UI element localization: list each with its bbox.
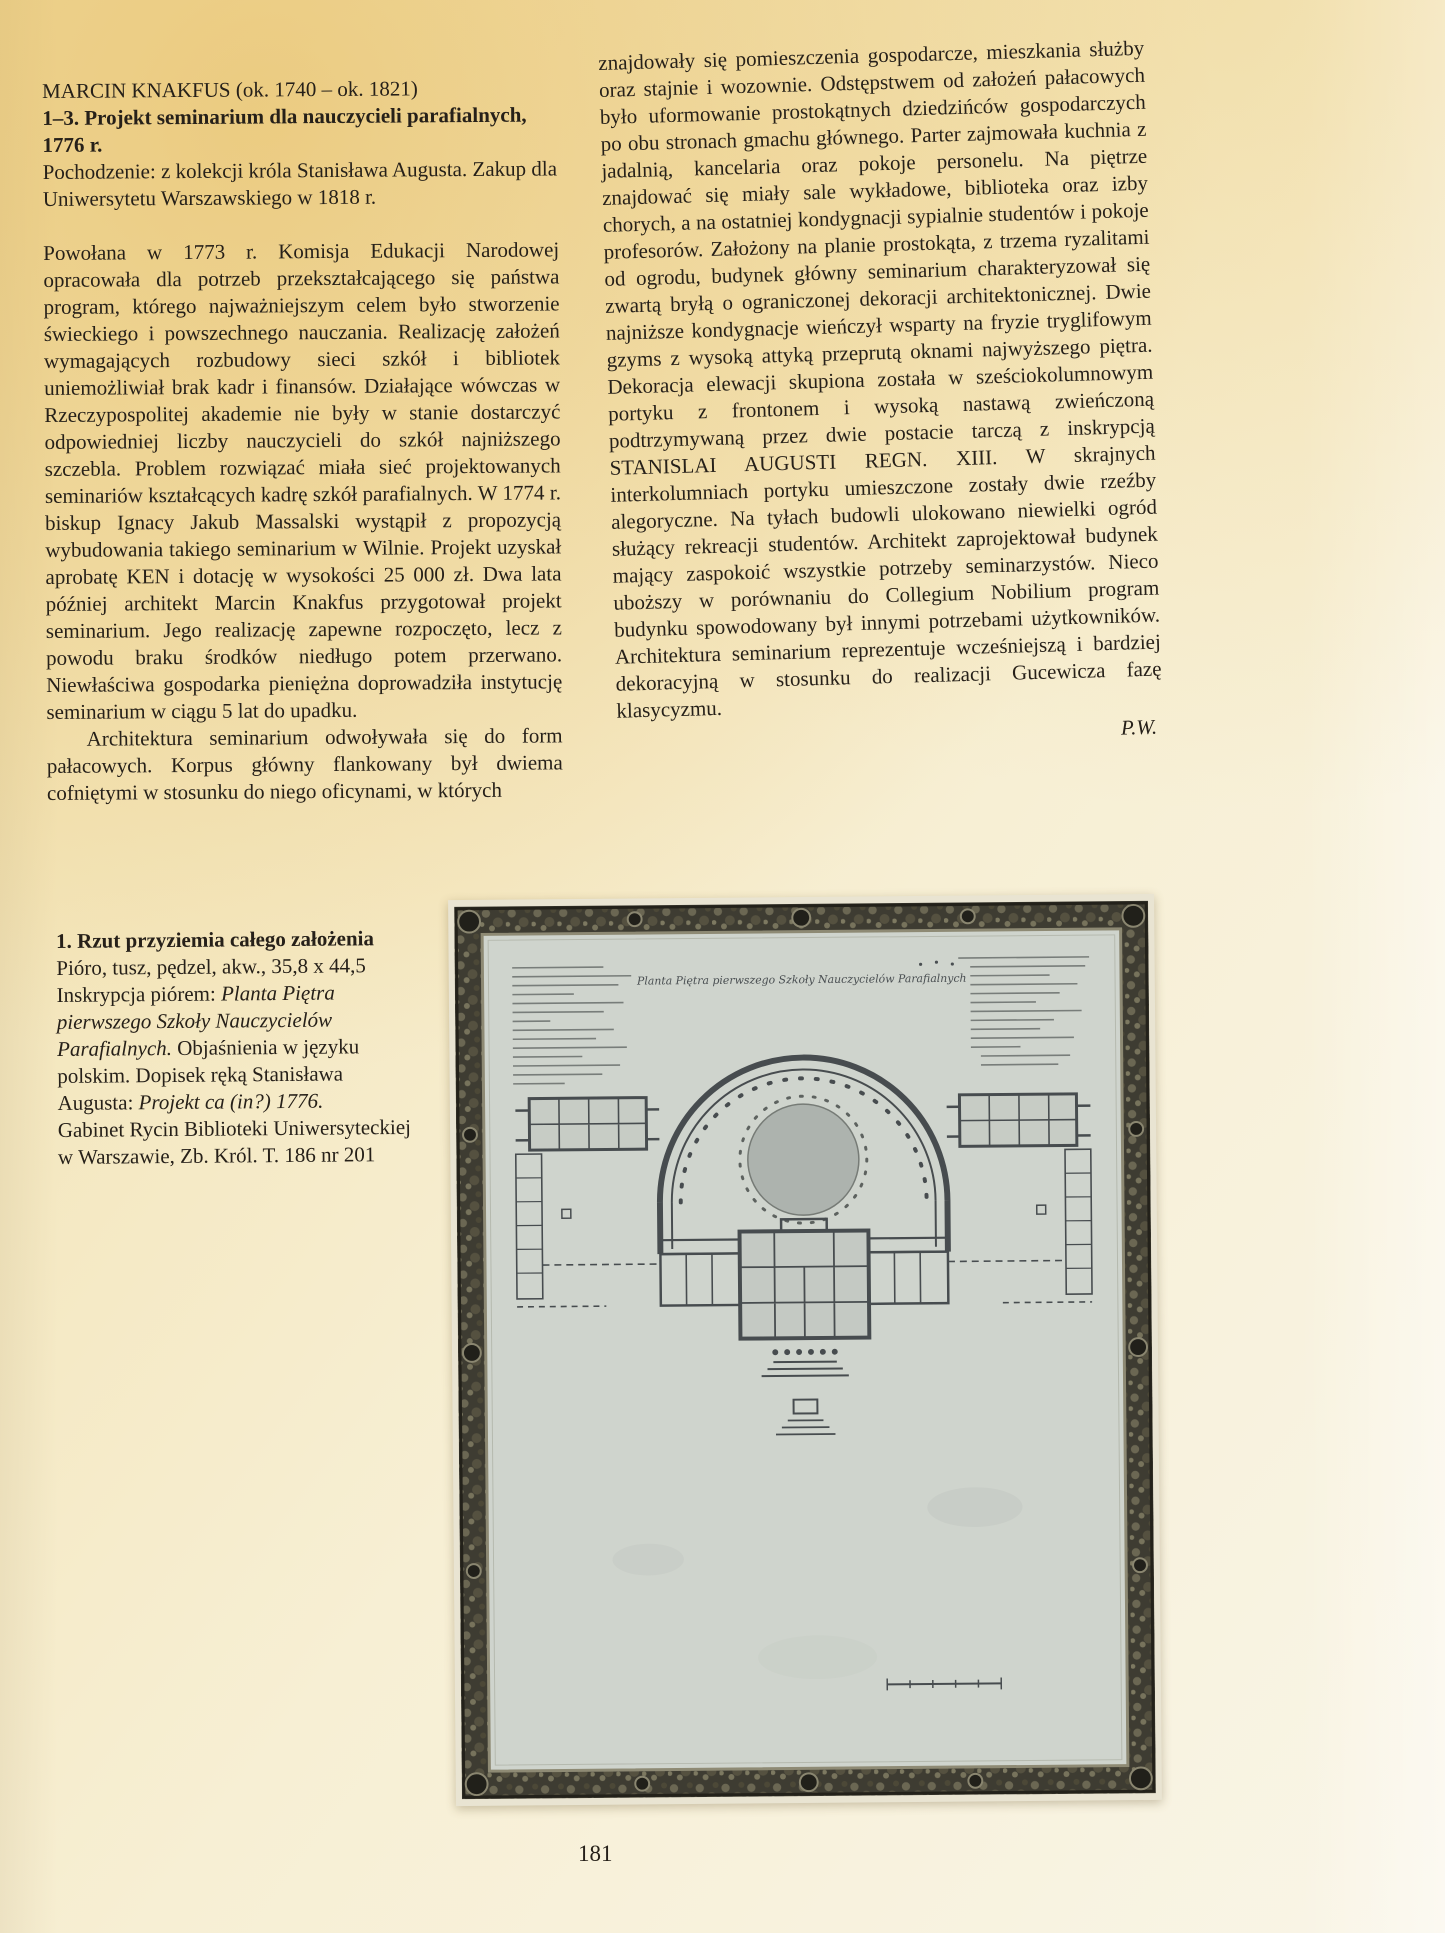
caption-inscription-italic: Planta Piętra pierwszego Szkoły Nauczycielów Parafialnych.: [56, 980, 335, 1061]
artist-heading: MARCIN KNAKFUS (ok. 1740 – ok. 1821): [42, 76, 418, 103]
caption-inscription: [56, 979, 413, 1117]
caption-title: 1. Rzut przyziemia całego założenia: [56, 926, 375, 953]
author-initials: P.W.: [1120, 714, 1158, 740]
page-number: 181: [578, 1841, 613, 1866]
body-paragraph: Architektura seminarium odwoływała się do form pałacowych. Korpus główny flankowany był dwiema cofniętymi w stosunku do niego oficynami, w których: [46, 723, 563, 805]
plan-title-inscription: Planta Piętra pierwszego Szkoły Nauczycielów Parafialnych: [636, 971, 967, 988]
work-title: 1–3. Projekt seminarium dla nauczycieli parafialnych, 1776 r.: [42, 102, 527, 157]
right-column: [598, 35, 1163, 756]
provenance-line: Pochodzenie: z kolekcji króla Stanisława Augusta. Zakup dla Uniwersytetu Warszawskiego w 1818 r.: [42, 156, 558, 211]
caption-inscription-label: Inskrypcja piórem:: [56, 981, 222, 1007]
body-paragraph: Powołana w 1773 r. Komisja Edukacji Narodowej opracowała dla potrzeb przekształcającego się państwa program, którego najważniejszym celem było stworzenie świeckiego i powszechnego nauczania. Realizację założeń wymagających rozbudowy sieci szkół i bibliotek uniemożliwiał brak kadr i finansów. Działające wówczas w Rzeczypospolitej akademie nie były w stanie dostarczyć odpowiedniej liczby nauczycieli do szkół najniższego szczebla. Problem rozwiązać miała sieć projektowanych seminariów kształcących kadrę szkół parafialnych. W 1774 r. biskup Ignacy Jakub Massalski wystąpił z propozycją wybudowania takiego seminarium w Wilnie. Projekt uzyskał aprobatę KEN i dotację w wysokości 25 000 zł. Dwa lata później architekt Marcin Knakfus przygotował projekt seminarium. Jego realizację zapewne rozpoczęto, lecz z powodu braku środków niedługo potem przerwano. Niewłaściwa gospodarka pieniężna doprowadziła instytucję seminarium w ciągu 5 lat do upadku.: [43, 237, 563, 724]
caption-inscription-italic2: Projekt ca (in?) 1776.: [138, 1088, 324, 1115]
body-paragraph: znajdowały się pomieszczenia gospodarcze, mieszkania służby oraz stajnie i wozownie. Odstępstwem od założeń pałacowych było uformowanie prostokątnych dziedzińców gospodarczych po obu stronach gmachu głównego. Parter zajmowała kuchnia z jadalnią, kancelaria oraz pokoje personelu. Na piętrze znajdować się miały sale wykładowe, biblioteka oraz izby chorych, a na ostatniej kondygnacji sypialnie studentów i pokoje profesorów. Założony na planie prostokąta, z trzema ryzalitami od ogrodu, budynek główny seminarium charakteryzował się zwartą bryłą o ograniczonej dekoracji architektonicznej. Dwie najniższe kondygnacje wieńczył wsparty na fryzie tryglifowym gzyms z wysoką attyką przeprutą oknami najwyższego piętra. Dekoracja elewacji skupiona została w sześciokolumnowym portyku z frontonem i wysoką nastawą zwieńczoną podtrzymywaną przez dwie postacie tarczą z inskrypcją STANISLAI AUGUSTI REGN. XIII. W skrajnych interkolumniach portyku umieszczone zostały dwie rzeźby alegoryczne. Na tyłach budowli ulokowano niewielki ogród służący rekreacji studentów. Architekt zaprojektował budynek mający zaspokoić wszystkie potrzeby seminarzystów. Nieco uboższy w porównaniu do Collegium Nobilium program budynku spowodowany był innymi potrzebami użytkowników. Architektura seminarium reprezentuje wcześniejszą i bardziej dekoracyjną w stosunku do realizacji Gucewicza fazę klasycyzmu.: [598, 35, 1162, 723]
floor-plan-drawing: [454, 900, 1156, 1800]
figure-caption: [56, 925, 414, 1171]
caption-technique: Pióro, tusz, pędzel, akw., 35,8 x 44,5: [56, 953, 366, 980]
caption-location: Gabinet Rycin Biblioteki Uniwersyteckiej w Warszawie, Zb. Król. T. 186 nr 201: [57, 1114, 412, 1169]
left-column: [42, 74, 563, 807]
floor-plan-figure: [448, 894, 1162, 1806]
caption-inscription-middle: Objaśnienia w języku polskim. Dopisek ręką Stanisława Augusta:: [57, 1034, 360, 1115]
